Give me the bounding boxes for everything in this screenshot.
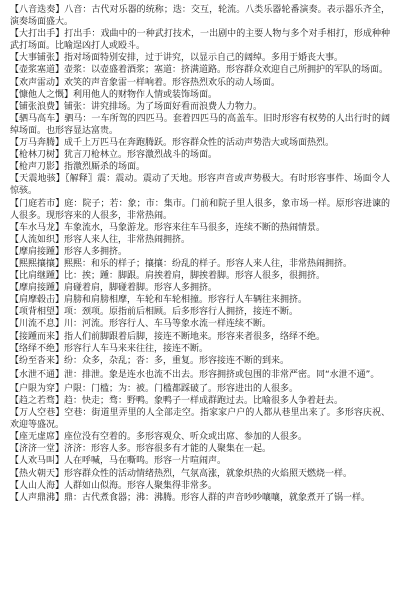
- idiom-entry: 【项背相望】项：颈项。原指前后相顾。后多形容行人拥挤，接连不断。: [10, 307, 299, 318]
- idiom-entry: 【座无虚席】座位没有空着的。多形容观众、听众或出席、参加的人很多。: [10, 432, 308, 443]
- idiom-entry: 【天震地骇】〖解释〗震：震动。震动了天地。形容声音或声势极大。有时形容事件、场面令人惊骇。: [10, 174, 390, 197]
- idiom-entry: 【比肩继踵】比：挨；踵：脚跟。肩挨着肩，脚挨着脚。形容人很多，很拥挤。: [10, 271, 326, 282]
- idiom-entry: 【车水马龙】车象流水，马象游龙。形容来往车马很多，连续不断的热闹情景。: [10, 222, 326, 233]
- idiom-entry: 【铺张浪费】铺张：讲究排场。为了场面好看而浪费人力物力。: [10, 101, 263, 112]
- idiom-entry: 【枪声刀影】指激烈厮杀的场面。: [10, 162, 146, 173]
- idiom-entry: 【户限为穿】户限：门槛；为：被。门槛都踩破了。形容进出的人很多。: [10, 383, 299, 394]
- idiom-entry: 【大事铺张】指对场面特别安排，过于讲究，以显示自己的阔绰。多用于婚丧大事。: [10, 53, 344, 64]
- idiom-entry: 【热火朝天】形容群众性的活动情绪热烈，气氛高涨，就象炽热的火焰照天燃烧一样。: [10, 468, 353, 479]
- idiom-entry: 【人流如织】形容人来人往，非常热闹拥挤。: [10, 234, 191, 245]
- idiom-entry: 【壶浆塞道】壶浆：以壶盛着酒浆；塞道：挤满道路。形容群众欢迎自己所拥护的军队的场面。: [10, 65, 389, 76]
- idiom-entry: 【接踵而来】指人们前脚跟着后脚，接连不断地来。形容来者很多，络绎不绝。: [10, 331, 326, 342]
- idiom-entry: 【枪林刀树】犹言刀枪林立。形容激烈战斗的场面。: [10, 150, 218, 161]
- idiom-entry: 【川流不息】川：河流。形容行人、车马等象水流一样连续不断。: [10, 319, 272, 330]
- idiom-entry: 【慷他人之慨】利用他人的财物作人情或装饰场面。: [10, 89, 218, 100]
- idiom-entry: 【肩摩毂击】肩膀和肩膀相摩，车轮和车轮相撞。形容行人车辆往来拥挤。: [10, 295, 308, 306]
- idiom-entry: 【熙熙攘攘】熙熙：和乐的样子；攘攘：纷乱的样子。形容人来人往，非常热闹拥挤。: [10, 258, 353, 269]
- idiom-entry: 【纷至沓来】纷：众多，杂乱；沓：多，重复。形容接连不断的到来。: [10, 355, 290, 366]
- idiom-entry: 【人欢马叫】人在呼喊，马在嘶鸣。形容一片喧闹声。: [10, 456, 227, 467]
- idiom-entry: 【人声鼎沸】鼎：古代煮食器；沸：沸腾。形容人群的声音吵吵嚷嚷，就象煮开了锅一样。: [10, 492, 371, 503]
- idiom-entry: 【摩肩接踵】形容人多拥挤。: [10, 246, 128, 257]
- idiom-entry: 【络绎不绝】形容行人车马来来往往，接连不断。: [10, 343, 209, 354]
- idiom-entry: 【欢声雷动】欢笑的声音象雷一样响着。形容热烈欢乐的动人场面。: [10, 77, 281, 88]
- idiom-entry: 【人山人海】人群如山似海。形容人聚集得非常多。: [10, 480, 218, 491]
- idiom-entry: 【济济一堂】济济：形容人多。形容很多有才能的人聚集在一起。: [10, 444, 272, 455]
- idiom-entry: 【八音迭奏】八音：古代对乐器的统称；迭：交互，轮流。八类乐器轮番演奏。表示器乐齐全，演奏场面盛大。: [10, 5, 390, 28]
- idiom-entry: 【驷马高车】驷马：一车所驾的四匹马。套着四匹马的高盖车。旧时形容有权势的人出行时的阔绰场面。也形容显达富贵。: [10, 113, 390, 136]
- idiom-entry: 【水泄不通】泄：排泄。象是连水也流不出去。形容拥挤或包围的非常严密。同“水泄不通”。: [10, 369, 380, 380]
- idiom-entry: 【万人空巷】空巷：街道里弄里的人全部走空。指家家户户的人都从巷里出来了。多形容庆祝、欢迎等盛况。: [10, 408, 390, 431]
- idiom-entry: 【摩肩接踵】肩碰着肩，脚碰着脚。形容人多拥挤。: [10, 283, 218, 294]
- idiom-entry: 【万马奔腾】成千上万匹马在奔跑腾跃。形容群众性的活动声势浩大或场面热烈。: [10, 138, 335, 149]
- idiom-entry: 【门庭若市】庭：院子；若：象；市：集市。门前和院子里人很多，象市场一样。原形容进谏的人很多。现形容来的人很多，非常热闹。: [10, 198, 390, 221]
- idiom-entry: 【大打出手】打出手：戏曲中的一种武打技术，一出剧中的主要人物与多个对手相打，形成种种武打场面。比喻逞凶打人或殴斗。: [10, 29, 390, 52]
- idiom-entry: 【趋之若骛】趋：快走；骛：野鸭。象鸭子一样成群跑过去。比喻很多人争着赶去。: [10, 396, 344, 406]
